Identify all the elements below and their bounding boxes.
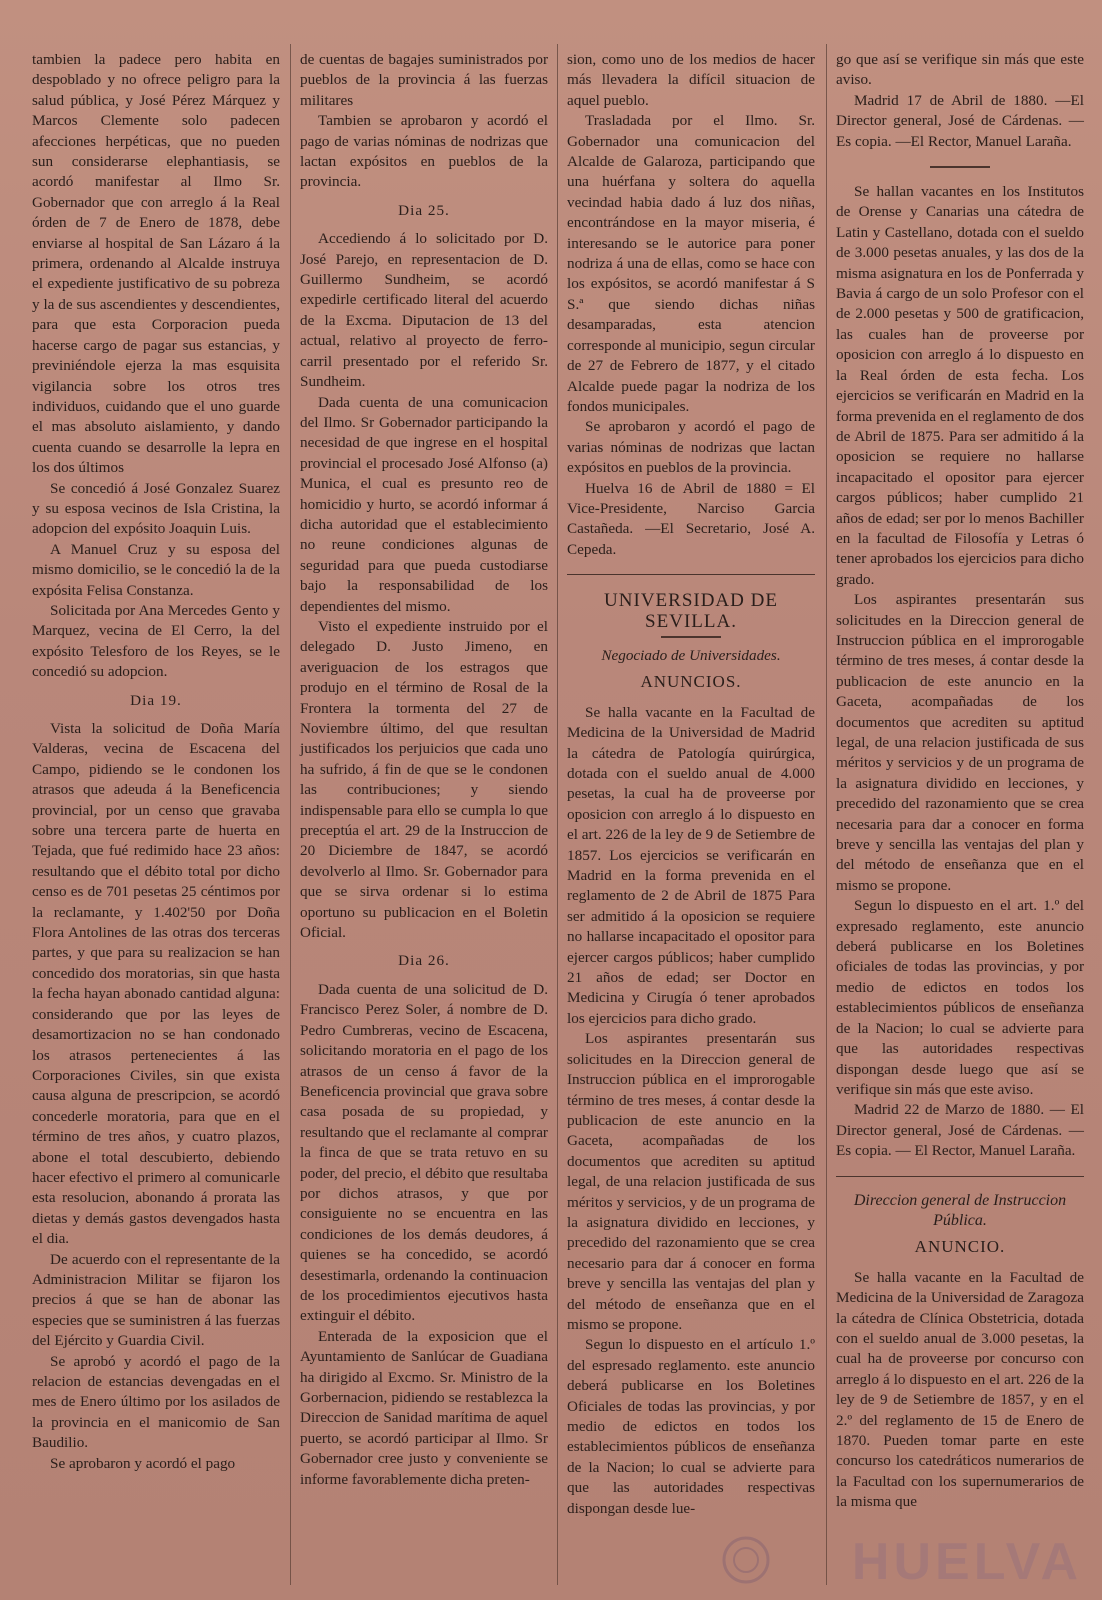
short-divider [661,636,721,638]
paragraph: Tambien se aprobaron y acordó el pago de varias nóminas de nodrizas que lactan expósitos en pueblos de la provincia. [300,112,548,191]
paragraph: sion, como uno de los medios de hacer más llevadera la difícil situacion de aquel pueblo. [567,51,815,109]
column-2 [300,50,548,1490]
paragraph: De acuerdo con el representante de la Administracion Militar se fijaron los precios á que se han de abonar las especies que se suministren á las fuerzas del Ejército y Guardia Civil. [32,1250,280,1350]
paragraph: Se hallan vacantes en los Institutos de Orense y Canarias una cátedra de Latin y Castellano, dotada con el sueldo de 3.000 pesetas anuales, y las dos de la misma asignatura en los de Ponferrada y Bavia á cargo de un solo Profesor con el de 2.000 pesetas y 500 de gratificacion, las cuales han de proveerse por oposicion con arreglo á lo dispuesto en la Real órden de esta fecha. Los ejercicios se verificarán en Madrid en la forma prevenida en el reglamento de dos de Abril de 1875. Para ser admitido á la oposicion se requiere no hallarse incapacitado el opositor para ejercer cargos públicos; haber cumplido 21 años de edad; ser por lo menos Bachiller en la facultad de Filosofía y Letras ó tener aprobados los ejercicios para dicho grado. [836,183,1084,588]
column-1 [32,50,280,1474]
column-rule [557,44,558,1585]
signature-line: Huelva 16 de Abril de 1880 = El Vice-Presidente, Narciso Garcia Castañeda. —El Secretario, José A. Cepeda. [567,479,815,558]
paragraph: de cuentas de bagajes suministrados por pueblos de la provincia á las fuerzas militares [300,51,548,109]
paragraph: Se aprobó y acordó el pago de la relacion de estancias devengadas en el mes de Enero último por los asilados de la provincia en el manicomio de San Baudilio. [32,1352,280,1452]
section-subheading: Negociado de Universidades. [601,646,781,664]
paragraph: Se halla vacante en la Facultad de Medicina de la Universidad de Madrid la cátedra de Patología quirúrgica, dotada con el sueldo anual de 4.000 pesetas, la cual ha de proveerse por oposicion con arreglo á lo dispuesto en el art. 226 de la ley de 9 de Setiembre de 1857. Los ejercicios se verificarán en Madrid en la forma prevenida en el reglamento de 2 de Abril de 1875 Para ser admitido á la oposicion se requiere no hallarse incapacitado el opositor para ejercer cargos públicos; haber cumplido 21 años de edad; ser Doctor en Medicina y Cirugía ó tener aprobados los ejercicios para dicho grado. [567,703,815,1027]
paragraph: Vista la solicitud de Doña María Valderas, vecina de Escacena del Campo, pidiendo se le condonen los atrasos que adeuda á la Beneficencia provincial, por un censo que gravaba sobre una tercera parte de huerta en Tejada, que fué redimido hace 23 años: resultando que el débito total por dicho censo es de 701 pesetas 25 céntimos por la reclamante, y 1.402'50 por Doña Flora Antolines de las otras dos terceras partes, y que para su realizacion se han concedido dos moratorias, sin que hasta la fecha hayan abonado cantidad alguna: considerando que por las leyes de desamortizacion no se han condonado los atrasos pertenecientes á las Corporaciones Civiles, sin que exista causa alguna de prescripcion, se acordó concederle moratoria, para que en el término de tres años, y cuatro plazos, abone el total descubierto, debiendo hacer efectivo el primero al comunicarle esta resolucion, abonando á prorata las dietas y demás gastos devengados hasta el dia. [32,720,280,1248]
paragraph: go que así se verifique sin más que este aviso. [836,51,1084,89]
column-rule [290,44,291,1585]
column-3 [567,50,815,1519]
section-heading: Direccion general de Instruccion Pública. [853,1191,1067,1229]
paragraph: tambien la padece pero habita en despoblado y no ofrece peligro para la salud pública, y José Pérez Márquez y Marcos Clemente solo padecen afecciones herpéticas, que no pueden sun considerarse elephantiasis, se acordó manifestar al Ilmo Sr. Gobernador que con arreglo á la Real órden de 7 de Enero de 1878, debe enviarse al hospital de San Lázaro á la primera, ordenando al Alcalde instruya el expediente justificativo de su pobreza y la de sus ascendientes y descendientes, para que esta Corporacion pueda hacerse cargo de pagar sus estancias, y previniéndole ejerza la mas esquisita vigilancia sobre los otros tres individuos, cuidando que el uno guarde el mas absoluto aislamiento, y dando cuenta cuando se desarrolle la lepra en los dos últimos [32,51,280,477]
column-rule [826,44,827,1585]
day-heading: Dia 19. [130,691,182,709]
paragraph: Dada cuenta de una comunicacion del Ilmo. Sr Gobernador participando la necesidad de que ingrese en el hospital provincial el procesado José Alfonso (a) Munica, el cual es presunto reo de homicidio y hurto, se acordó informar á dicha autoridad que el establecimiento no reune condiciones algunas de seguridad para que pueda custodiarse bajo la responsabilidad de los dependientes del mismo. [300,393,548,615]
paragraph: Solicitada por Ana Mercedes Gento y Marquez, vecina de El Cerro, la del expósito Telesforo de los Reyes, se le concedió su adopcion. [32,601,280,681]
paragraph: Accediendo á lo solicitado por D. José Parejo, en representacion de D. Guillermo Sundheim, se acordó expedirle certificado literal del acuerdo de la Excma. Diputacion de 13 del actual, relativo al proyecto de ferro-carril presentado por el referido Sr. Sundheim. [300,230,548,391]
paragraph: Se aprobaron y acordó el pago [50,1454,236,1472]
paragraph: Se concedió á José Gonzalez Suarez y su esposa vecinos de Isla Cristina, la adopcion del expósito Joaquin Luis. [32,479,280,538]
signature-line: Madrid 17 de Abril de 1880. —El Director general, José de Cárdenas. —Es copia. —El Rector, Manuel Laraña. [836,91,1084,150]
paragraph: Se halla vacante en la Facultad de Medicina de la Universidad de Zaragoza la cátedra de Clínica Obstetricia, dotada con el sueldo anual de 3.000 pesetas, la cual ha de proveerse por concurso con arreglo á lo dispuesto en el art. 226 de la ley de 9 de Setiembre de 1857, y en el 2.º del reglamento de 15 de Enero de 1870. Pueden tomar parte en este concurso los catedráticos numerarios de la Facultad con los supernumerarios de la misma que [836,1268,1084,1511]
paragraph: Segun lo dispuesto en el art. 1.º del expresado reglamento, este anuncio deberá publicarse en los Boletines oficiales de todas las provincias, y por medio de edictos en todos los establecimientos públicos de enseñanza de la Nacion; lo cual se advierte para que las autoridades respectivas dispongan desde luego que así se verifique sin más que este aviso. [836,897,1084,1098]
watermark-logo: HUELVA [851,1533,1082,1591]
day-heading: Dia 25. [398,201,450,219]
day-heading: Dia 26. [398,952,450,970]
paragraph: Los aspirantes presentarán sus solicitudes en la Direccion general de Instruccion pública en el improrogable término de tres meses, á contar desde la publicacion de este anuncio en la Gaceta, acompañadas de los documentos que acrediten su aptitud legal, de una relacion justificada de sus méritos y servicios y de un programa de la asignatura dividido en lecciones, y precedido del razonamiento que se crea necesaria para dar a conocer en forma breve y sencilla las ventajas del plan y del método de enseñanza que en el mismo se propone. [836,591,1084,894]
paragraph: Enterada de la exposicion que el Ayuntamiento de Sanlúcar de Guadiana ha dirigido al Excmo. Sr. Ministro de la Gorbernacion, pidiendo se restablezca la Direccion de Sanidad marítima de aquel puerto, se acordó participar al Ilmo. Sr Gobernador cree justo y conveniente se informe favorablemente dicha preten- [300,1327,548,1488]
announcement-title: ANUNCIOS. [640,672,742,692]
paragraph: Trasladada por el Ilmo. Sr. Gobernador una comunicacion del Alcalde de Galaroza, participando que una huérfana y soltera do aquella vecindad habia dado á luz dos niñas, encontrándose en la mayor miseria, é interesando se le autorice para poner nodriza á una de ellas, como se hace con los expósitos, se acordó manifestar á S S.ª que siendo dichas niñas desamparadas, esta atencion corresponde al municipio, segun circular de 27 de Febrero de 1877, y el citado Alcalde puede pagar la nodriza de los fondos municipales. [567,112,815,415]
paragraph: A Manuel Cruz y su esposa del mismo domicilio, se le concedió la de la expósita Felisa Constanza. [32,540,280,599]
announcement-title: ANUNCIO. [914,1237,1006,1257]
paragraph: Visto el expediente instruido por el delegado D. Justo Jimeno, en averiguacion de los estragos que produjo en el término de Rosal de la Frontera la tormenta del 27 de Noviembre último, del que resultan justificados los perjuicios que cada uno ha sufrido, á fin de que se le condonen las contribuciones; y siendo indispensable para ello se cumpla lo que preceptúa el art. 29 de la Instruccion de 20 Diciembre de 1847, se acordó devolverlo al Ilmo. Sr. Gobernador para que se sirva ordenar si lo estima oportuno su publicacion en el Boletin Oficial. [300,617,548,942]
seal-icon [720,1534,772,1586]
section-heading: UNIVERSIDAD DE SEVILLA. [604,590,778,632]
section-divider [836,1176,1084,1177]
signature-line: Madrid 22 de Marzo de 1880. — El Director general, José de Cárdenas. —Es copia. — El Rector, Manuel Laraña. [836,1101,1084,1160]
paragraph: Se aprobaron y acordó el pago de varias nóminas de nodrizas que lactan expósitos en pueblos de la provincia. [567,418,815,477]
paragraph: Dada cuenta de una solicitud de D. Francisco Perez Soler, á nombre de D. Pedro Cumbreras, vecino de Escacena, solicitando moratoria en el pago de los atrasos de un censo á favor de la Beneficencia provincial que grava sobre casa posada de su propiedad, y resultando que el reclamante al comprar la finca de que se trata retuvo en su poder, del precio, el débito que resultaba por dichos atrasos, y que por consiguiente no se encuentra en las condiciones de los demás deudores, á quienes se ha concedido, se acordó desestimarla, ordenando la continuacion de los procedimientos ejecutivos hasta extinguir el débito. [300,980,548,1325]
short-divider [930,166,990,168]
paragraph: Segun lo dispuesto en el artículo 1.º del espresado reglamento. este anuncio deberá publicarse en los Boletines Oficiales de todas las provincias, y por medio de edictos en todos los establecimientos públicos de enseñanza de la Nacion; lo cual se advierte para que las autoridades respectivas dispongan desde lue- [567,1336,815,1517]
paragraph: Los aspirantes presentarán sus solicitudes en la Direccion general de Instruccion pública en el improrogable término de tres meses, á contar desde la publicacion de este anuncio en la Gaceta, acompañadas de los documentos que acrediten su aptitud legal, de una relacion justificada de sus méritos y servicios, y de un programa de la asignatura dividido en lecciones, y precedido del razonamiento que se crea necesario para dar á conocer en forma breve y sencilla las ventajas del plan y del método de enseñanza que en el mismo se propone. [567,1030,815,1333]
section-divider [567,574,815,575]
column-4 [836,50,1084,1513]
